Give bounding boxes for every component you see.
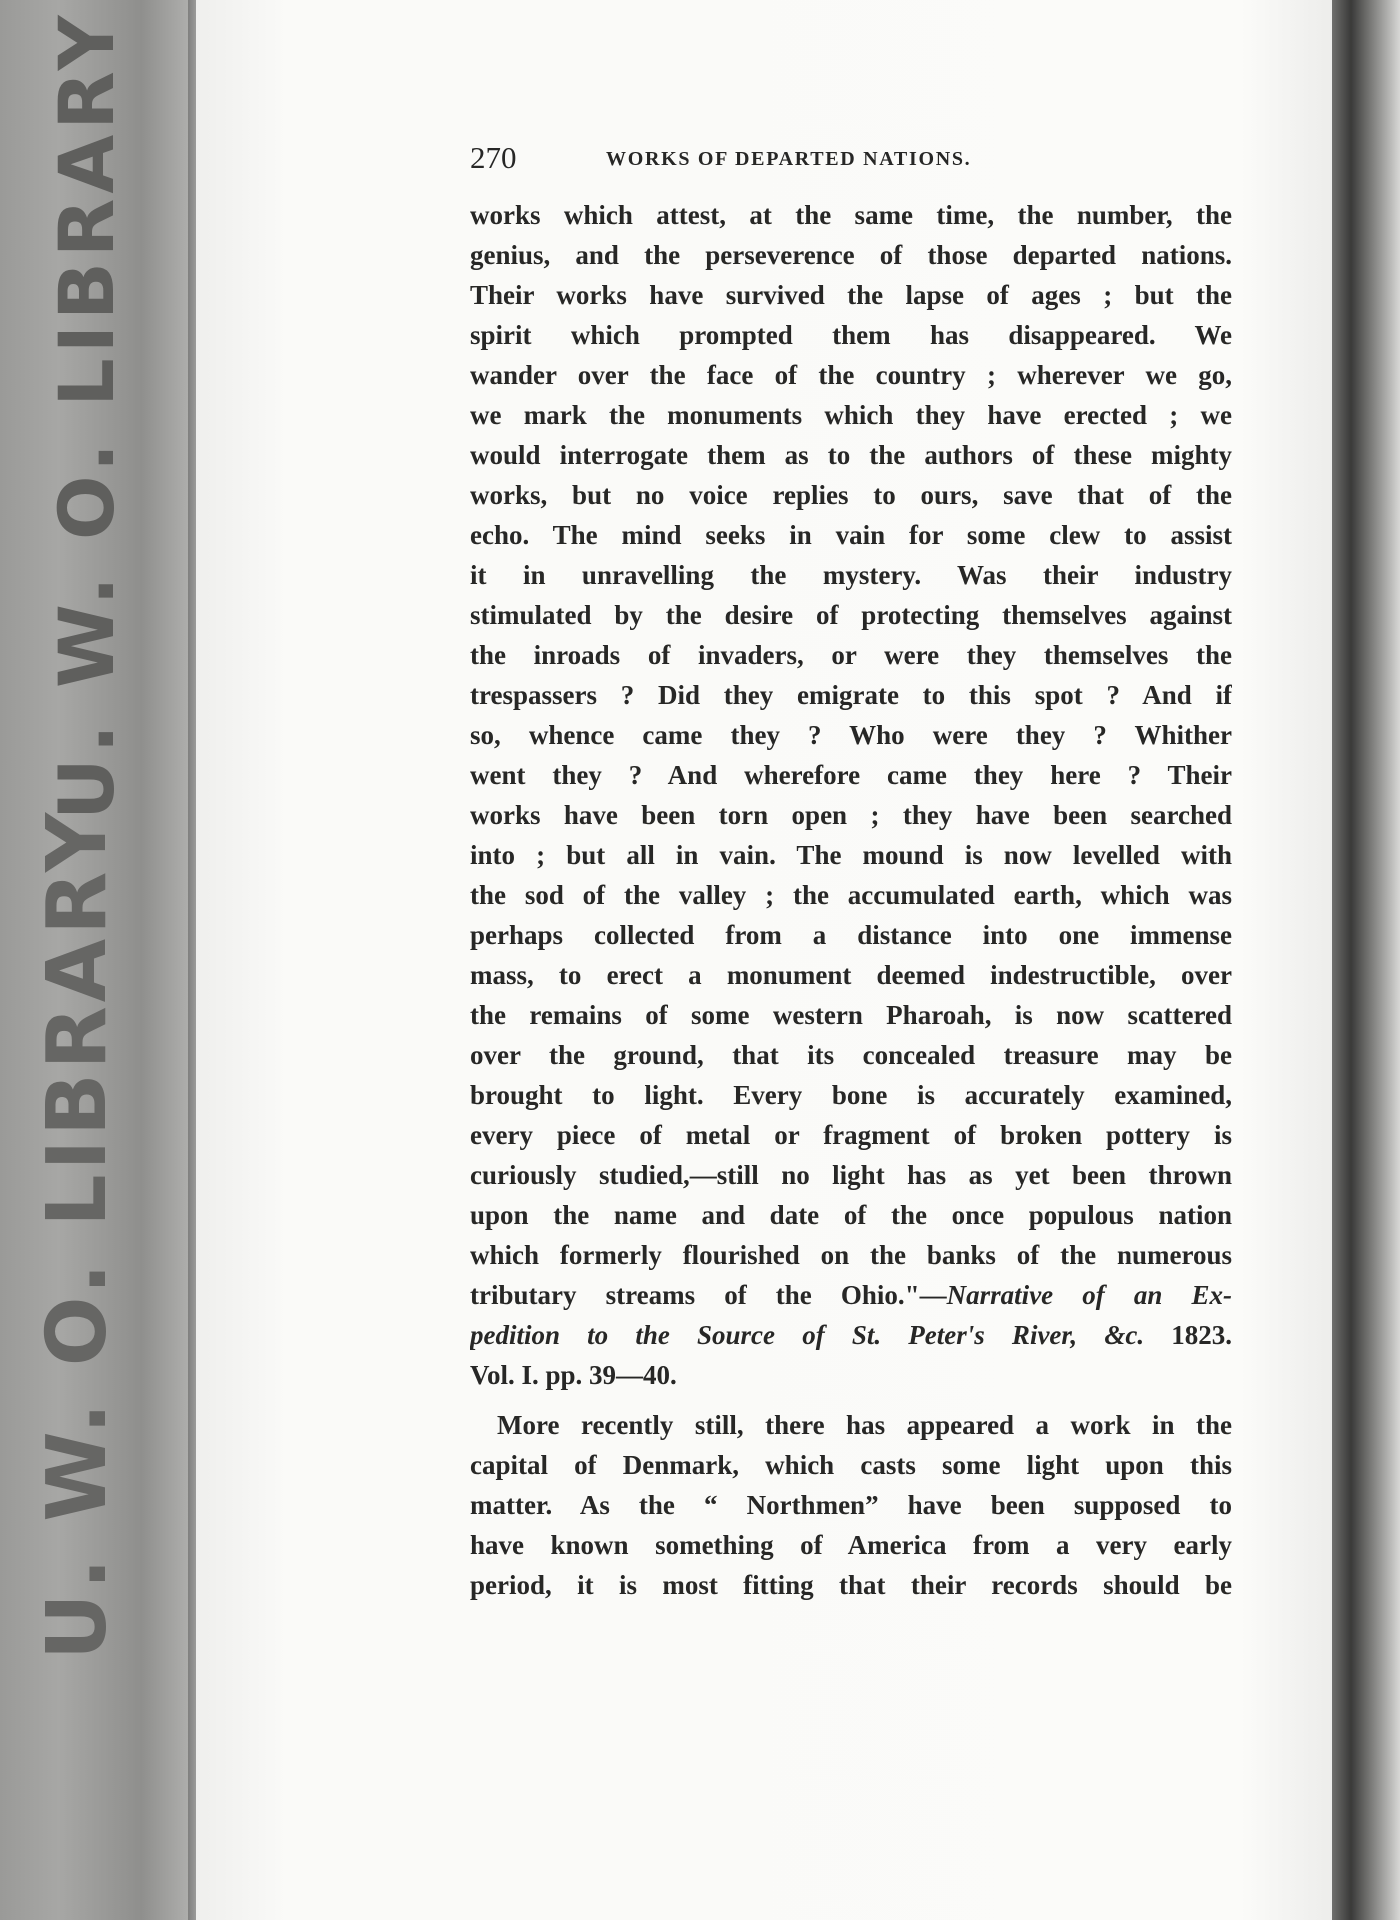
- text-line: wander over the face of the country ; wherever we go,: [470, 360, 1232, 390]
- text-line: Their works have survived the lapse of ages ; but the: [470, 280, 1232, 310]
- citation-title: pedition to the Source of St. Peter's River, &c.: [470, 1320, 1145, 1350]
- text-line: works have been torn open ; they have been searched: [470, 800, 1232, 830]
- body-paragraph: [470, 1405, 1232, 1605]
- text-line: have known something of America from a very early: [470, 1530, 1232, 1560]
- text-line: period, it is most fitting that their records should be: [470, 1570, 1232, 1600]
- right-binding: [1332, 0, 1400, 1920]
- text-line: capital of Denmark, which casts some light upon this: [470, 1450, 1232, 1480]
- text-line: we mark the monuments which they have erected ; we: [470, 400, 1232, 430]
- text-line: mass, to erect a monument deemed indestructible, over: [470, 960, 1232, 990]
- text-line: would interrogate them as to the authors of these mighty: [470, 440, 1232, 470]
- page-number: 270: [470, 140, 517, 175]
- text-line: curiously studied,—still no light has as yet been thrown: [470, 1160, 1232, 1190]
- text-line: echo. The mind seeks in vain for some clew to assist: [470, 520, 1232, 550]
- paragraph-spacing: [470, 1395, 1232, 1405]
- text-line: it in unravelling the mystery. Was their industry: [470, 560, 1232, 590]
- library-stamp-upper: U. W. O. LIBRARY: [42, 10, 131, 820]
- text-line: every piece of metal or fragment of broken pottery is: [470, 1120, 1232, 1150]
- text-line: into ; but all in vain. The mound is now levelled with: [470, 840, 1232, 870]
- text-line: trespassers ? Did they emigrate to this spot ? And if: [470, 680, 1232, 710]
- text-line: went they ? And wherefore came they here ? Their: [470, 760, 1232, 790]
- citation-title: Narrative of an Ex-: [946, 1280, 1232, 1310]
- citation-year: 1823.: [1144, 1320, 1232, 1350]
- text-line: More recently still, there has appeared a work in the: [497, 1410, 1232, 1440]
- text-line: the remains of some western Pharoah, is now scattered: [470, 1000, 1232, 1030]
- quotation-paragraph: [470, 195, 1232, 1395]
- text-line: matter. As the “ Northmen” have been supposed to: [470, 1490, 1232, 1520]
- running-title: WORKS OF DEPARTED NATIONS.: [606, 148, 972, 170]
- citation-line: [470, 1275, 1232, 1315]
- page-text: [470, 140, 1232, 1605]
- text-line: genius, and the perseverence of those departed nations.: [470, 240, 1232, 270]
- text-line: so, whence came they ? Who were they ? Whither: [470, 720, 1232, 750]
- text-line: brought to light. Every bone is accurately examined,: [470, 1080, 1232, 1110]
- running-head: [470, 140, 1232, 195]
- citation-text: tributary streams of the Ohio."—: [470, 1280, 947, 1310]
- book-spine: [0, 0, 196, 1920]
- text-line: which formerly flourished on the banks of the numerous: [470, 1240, 1232, 1270]
- text-line: works which attest, at the same time, the number, the: [470, 200, 1232, 230]
- text-line: works, but no voice replies to ours, save that of the: [470, 480, 1232, 510]
- text-line: perhaps collected from a distance into one immense: [470, 920, 1232, 950]
- library-stamp-lower: U. W. O. LIBRARY: [30, 808, 125, 1660]
- text-line: the inroads of invaders, or were they themselves the: [470, 640, 1232, 670]
- text-line: spirit which prompted them has disappeared. We: [470, 320, 1232, 350]
- citation-volume: Vol. I. pp. 39—40.: [470, 1360, 677, 1390]
- text-line: over the ground, that its concealed treasure may be: [470, 1040, 1232, 1070]
- text-line: stimulated by the desire of protecting themselves against: [470, 600, 1232, 630]
- text-line: the sod of the valley ; the accumulated earth, which was: [470, 880, 1232, 910]
- text-line: upon the name and date of the once populous nation: [470, 1200, 1232, 1230]
- citation-line: [470, 1315, 1232, 1355]
